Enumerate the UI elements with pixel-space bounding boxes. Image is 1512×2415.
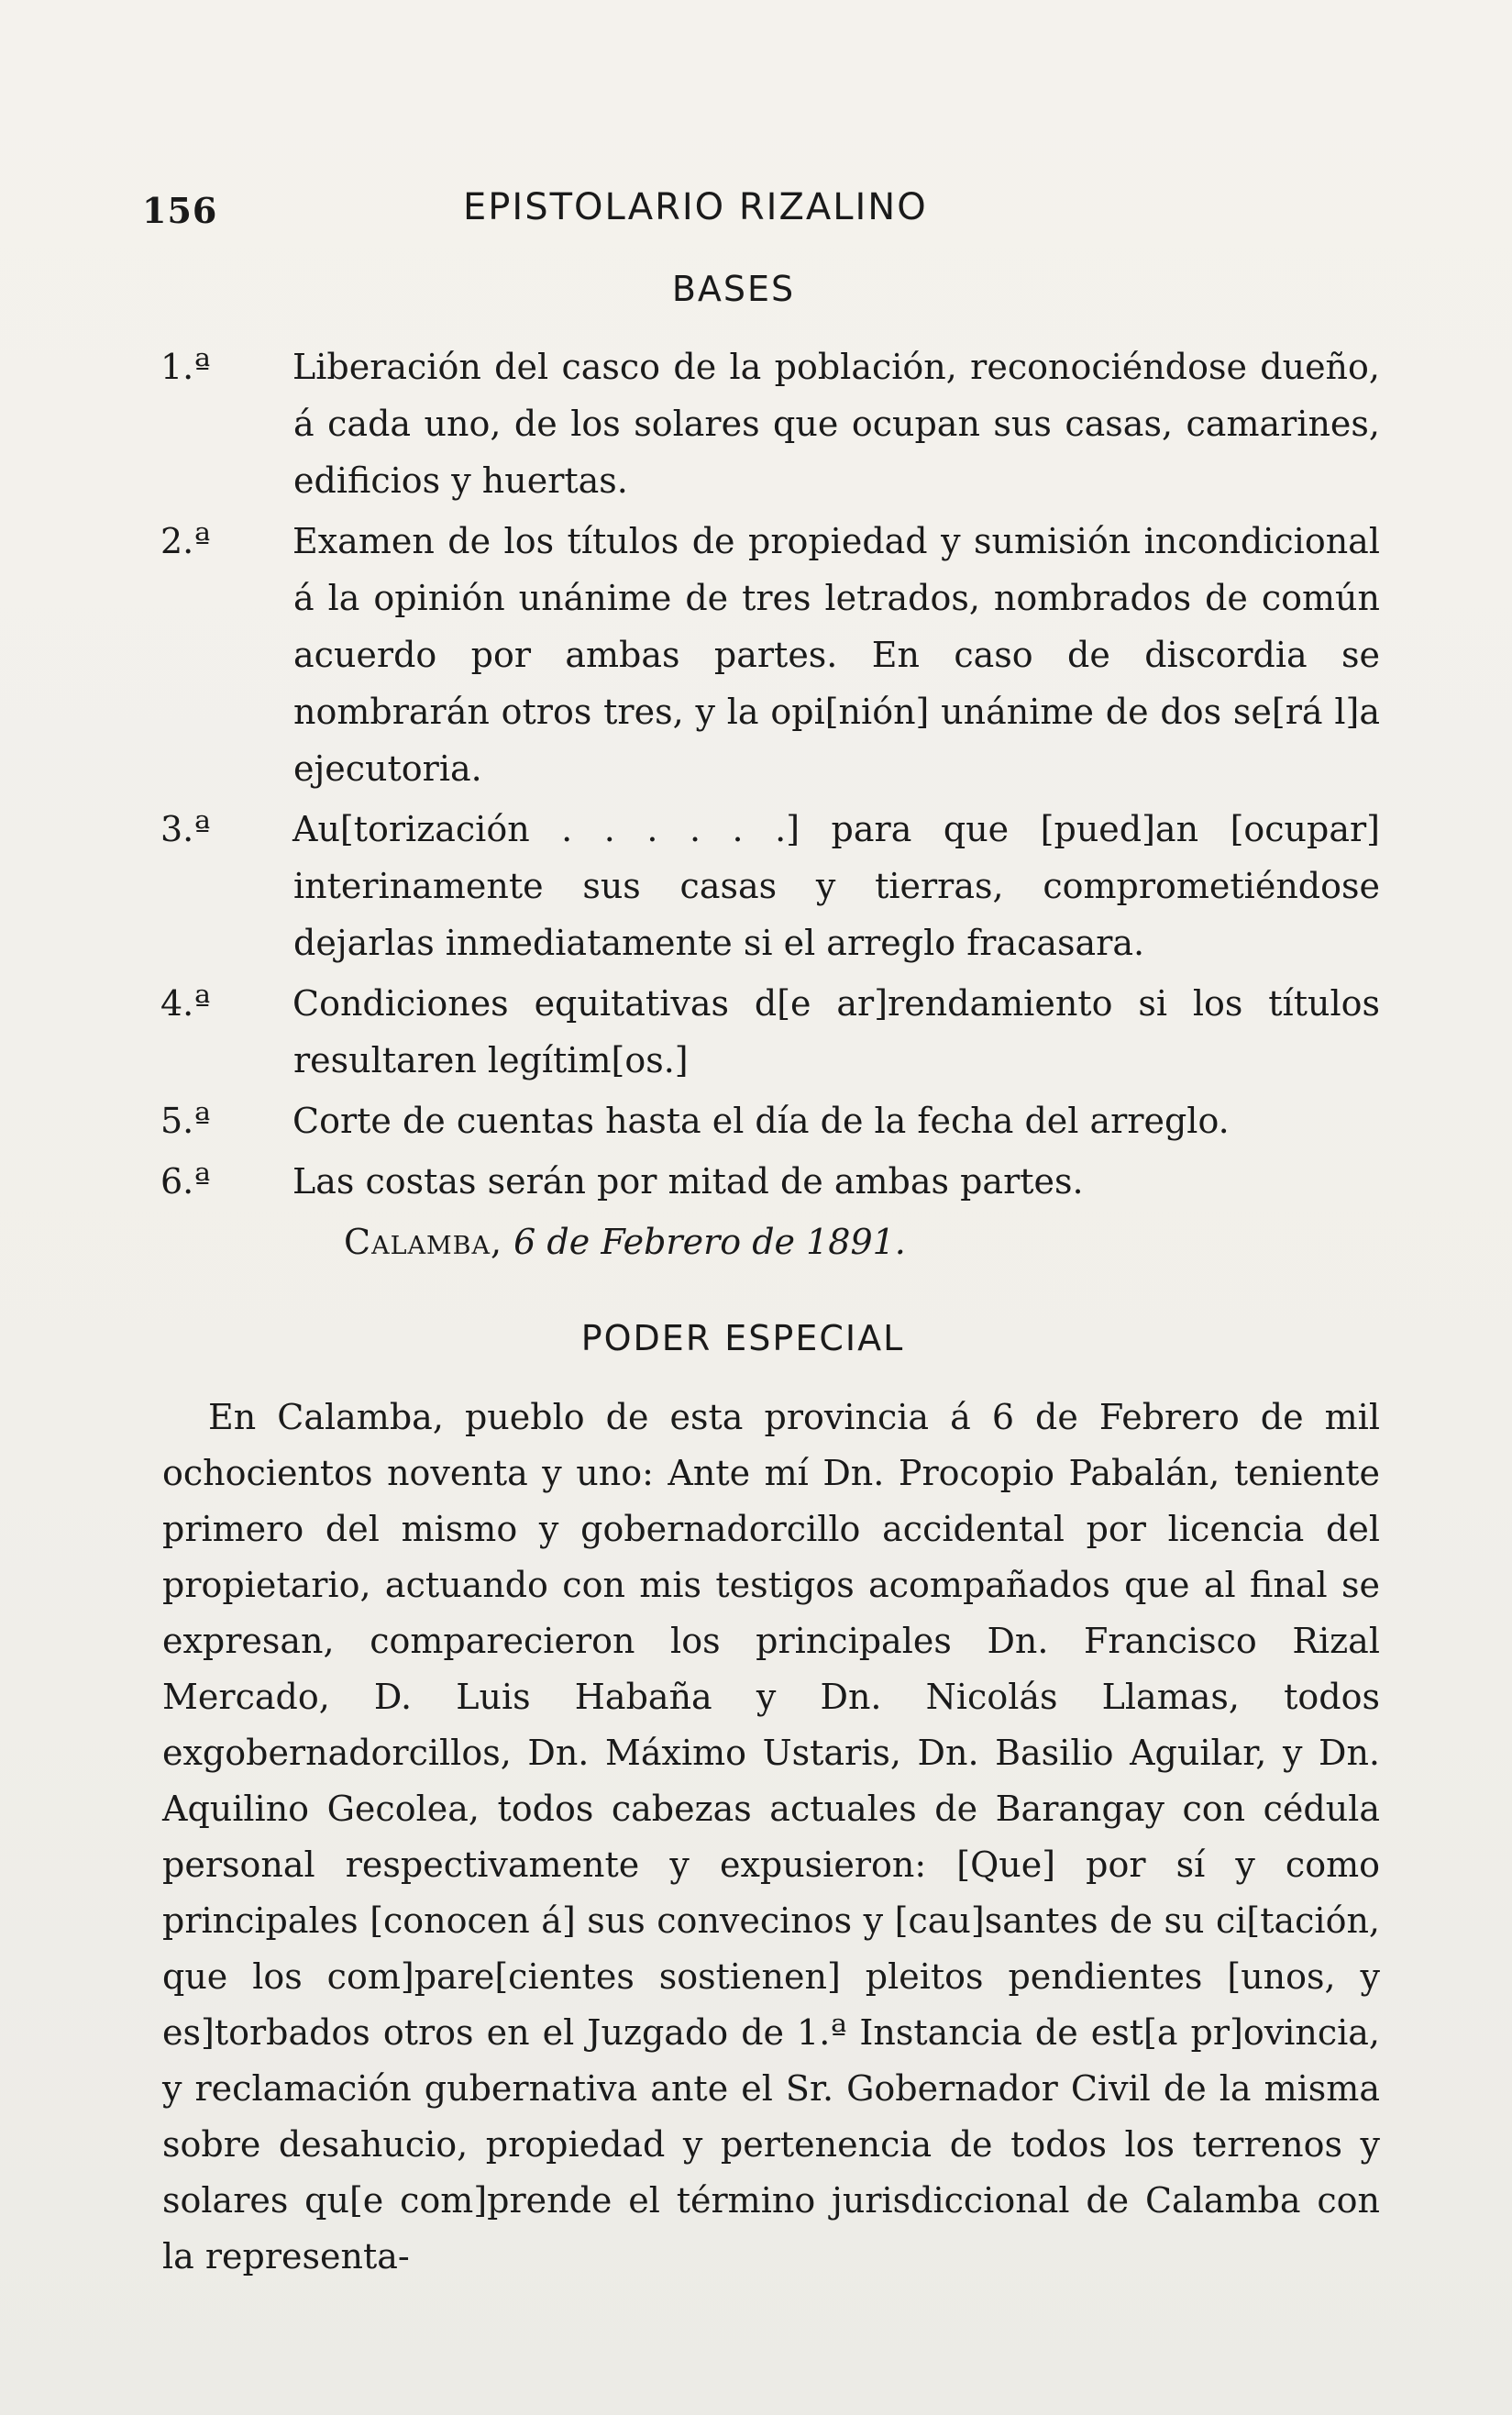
list-item bbox=[160, 975, 1380, 1089]
page-header bbox=[142, 179, 1380, 243]
running-title: EPISTOLARIO RIZALINO bbox=[463, 186, 928, 228]
item-number: 3.ª bbox=[160, 809, 211, 849]
item-text: Corte de cuentas hasta el día de la fecha del arreglo. bbox=[292, 1101, 1230, 1141]
place-date bbox=[160, 1213, 1380, 1270]
item-number: 4.ª bbox=[160, 983, 211, 1024]
section-title-poder: PODER ESPECIAL bbox=[580, 1318, 905, 1358]
bases-list bbox=[160, 338, 1380, 1210]
date-text: 6 de Febrero de 1891. bbox=[513, 1222, 906, 1262]
item-text: Condiciones equitativas d[e ar]rendamiento si los títulos resultaren legítim[os.] bbox=[292, 983, 1380, 1080]
item-number: 6.ª bbox=[160, 1161, 211, 1202]
list-item bbox=[160, 338, 1380, 509]
poder-paragraph: En Calamba, pueblo de esta provincia á 6 de Febrero de mil ochocientos noventa y uno: Ante mí Dn. Procopio Pabalán, teniente primero del mismo y gobernadorcillo accidental por licencia del propietario, actuando con mis testigos acompañados que al final se expresan, comparecieron los principales Dn. Francisco Rizal Mercado, D. Luis Habaña y Dn. Nicolás Llamas, todos exgobernadorcillos, Dn. Máximo Ustaris, Dn. Basilio Aguilar, y Dn. Aquilino Gecolea, todos cabezas actuales de Barangay con cédula personal respectivamente y expusieron: [Que] por sí y como principales [conocen á] sus convecinos y [cau]santes de su ci[tación, que los com]pare[cientes sostienen] pleitos pendientes [unos, y es]torbados otros en el Juzgado de 1.ª Instancia de est[a pr]ovincia, y reclamación gubernativa ante el Sr. Gobernador Civil de la misma sobre desahucio, propiedad y pertenencia de todos los terrenos y solares qu[e com]prende el término jurisdiccional de Calamba con la representa- bbox=[162, 1397, 1380, 2277]
place-name: Calamba, bbox=[344, 1222, 503, 1262]
item-text: Examen de los títulos de propiedad y sumisión incondicional á la opinión unánime de tres letrados, nombrados de común acuerdo por ambas partes. En caso de discordia se nombrarán otros tres, y la opi[nión] unánime de dos se[rá l]a ejecutoria. bbox=[292, 521, 1380, 789]
item-text: Au[torización . . . . . .] para que [pued]an [ocupar] interinamente sus casas y tierras, comprometiéndose dejarlas inmediatamente si el arreglo fracasara. bbox=[292, 809, 1380, 963]
text-block bbox=[142, 179, 1380, 2285]
list-item bbox=[160, 801, 1380, 971]
item-number: 1.ª bbox=[160, 347, 211, 387]
item-number: 5.ª bbox=[160, 1101, 211, 1141]
list-item bbox=[160, 1153, 1380, 1210]
list-item bbox=[160, 513, 1380, 797]
page-number: 156 bbox=[142, 190, 218, 231]
list-item bbox=[160, 1092, 1380, 1149]
item-text: Las costas serán por mitad de ambas partes. bbox=[292, 1161, 1084, 1202]
item-text: Liberación del casco de la población, reconociéndose dueño, á cada uno, de los solares que ocupan sus casas, camarines, edificios y huertas. bbox=[292, 347, 1380, 501]
item-number: 2.ª bbox=[160, 521, 211, 561]
section-title-bases: BASES bbox=[671, 269, 796, 309]
